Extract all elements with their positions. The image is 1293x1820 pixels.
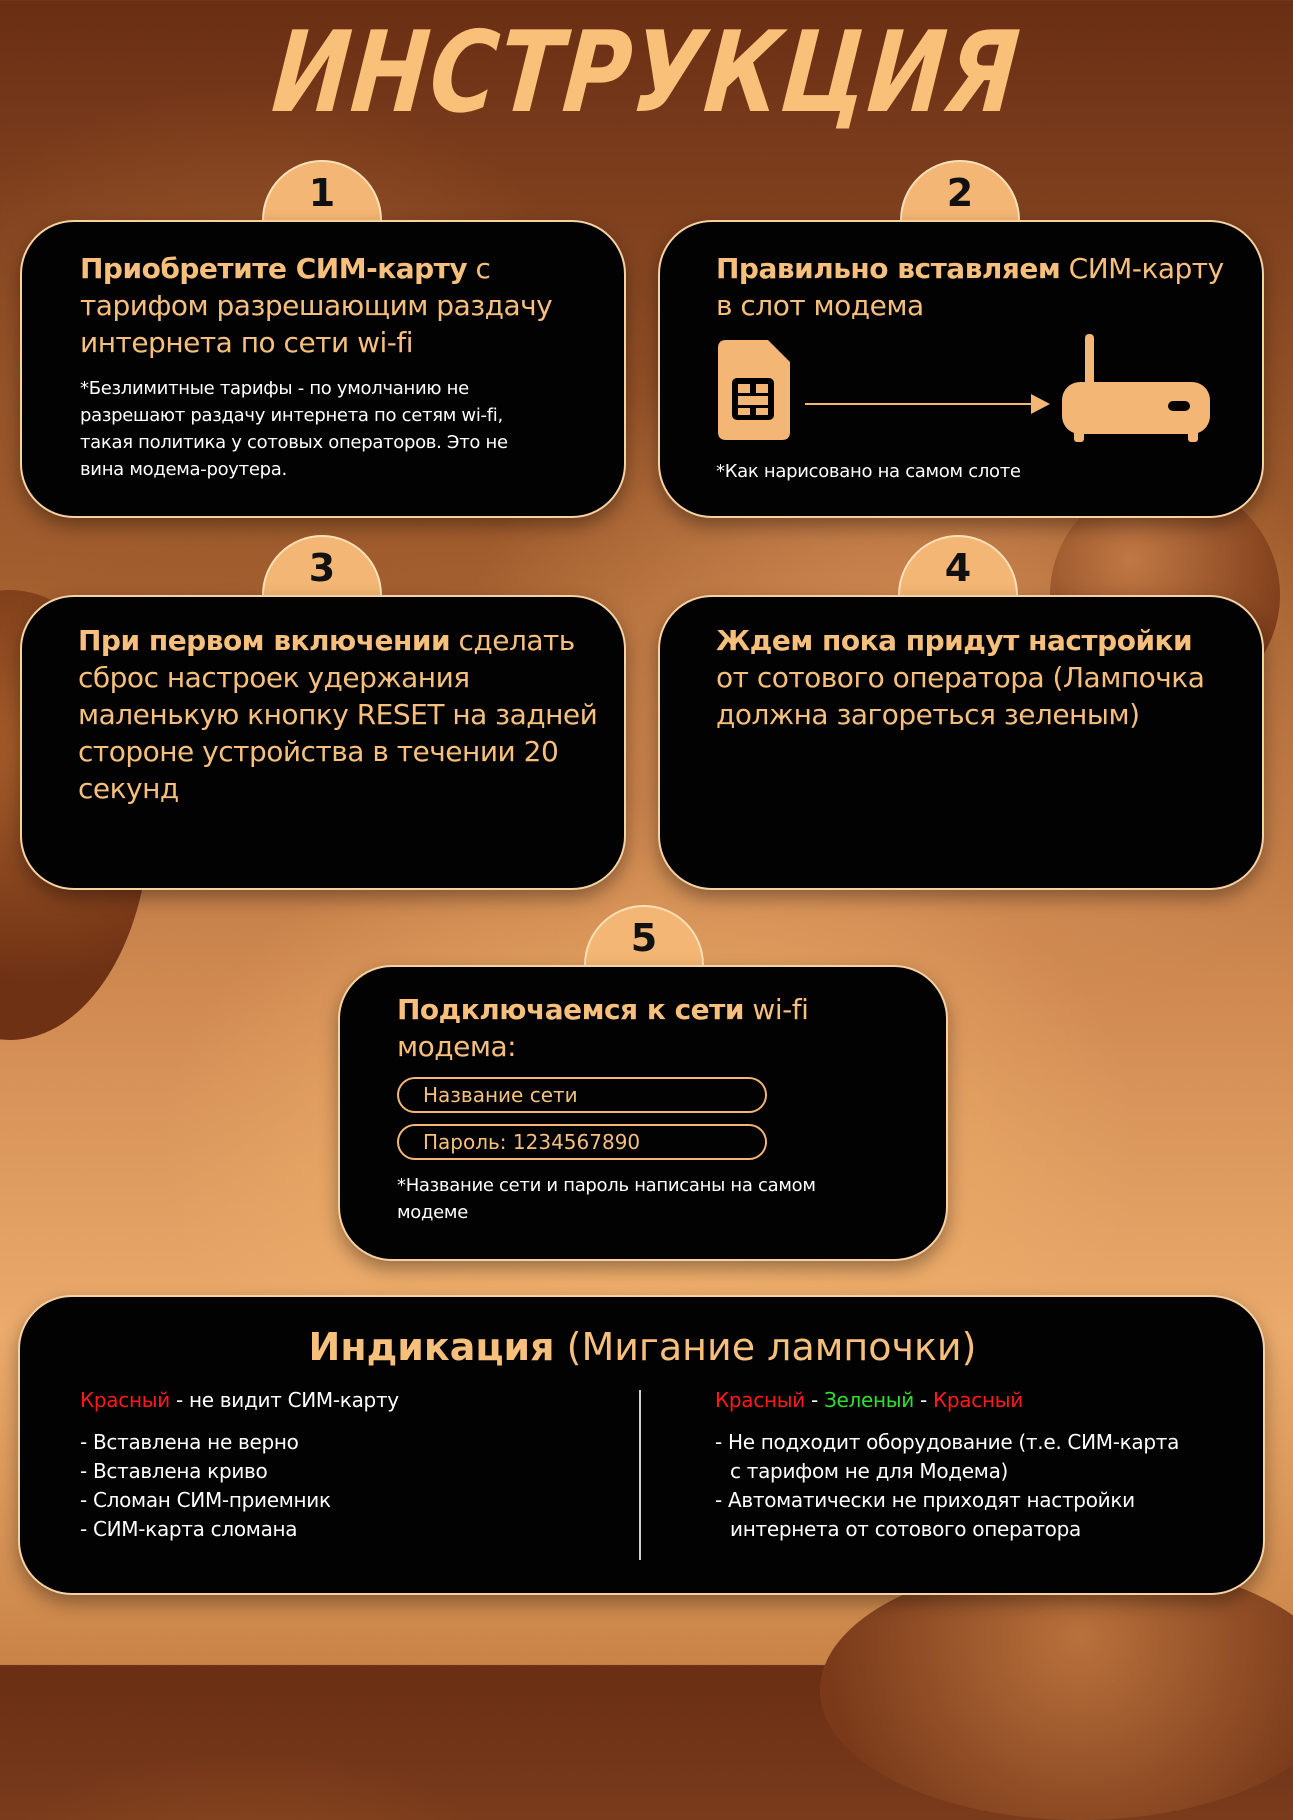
step-4-heading-rest: от сотового оператора (Лампочка должна загореться зеленым) bbox=[716, 661, 1205, 731]
list-item: интернета от сотового оператора bbox=[730, 1517, 1081, 1541]
step-number-badge: 4 bbox=[898, 535, 1018, 605]
arrow-right-icon bbox=[805, 392, 1050, 416]
step-number-badge: 2 bbox=[900, 160, 1020, 230]
step-5-heading-bold: Подключаемся к сети bbox=[397, 993, 745, 1026]
step-2-note: *Как нарисовано на самом слоте bbox=[716, 461, 1021, 482]
page-title: ИНСТРУКЦИЯ bbox=[267, 8, 1026, 138]
indication-title-rest: (Мигание лампочки) bbox=[554, 1325, 977, 1369]
list-item: - СИМ-карта сломана bbox=[80, 1517, 298, 1541]
indication-title-bold: Индикация bbox=[308, 1325, 555, 1369]
step-2-heading-rest: СИМ-карту в слот модема bbox=[716, 252, 1224, 322]
step-number-badge: 1 bbox=[262, 160, 382, 230]
decor-orb bbox=[820, 1560, 1293, 1820]
red-label: Красный bbox=[80, 1388, 170, 1412]
step-1-heading-bold: Приобретите СИМ-карту bbox=[80, 252, 468, 285]
step-5-heading-rest: wi-fi модема: bbox=[397, 993, 809, 1063]
step-1-note: *Безлимитные тарифы - по умолчанию не разрешают раздачу интернета по сетям wi-fi, такая политика у сотовых операторов. Это не вина модема-роутера. bbox=[80, 378, 508, 480]
list-item: - Вставлена не верно bbox=[80, 1430, 299, 1454]
column-divider bbox=[639, 1390, 641, 1560]
step-4-heading-bold: Ждем пока придут настройки bbox=[716, 624, 1193, 657]
green-label: Зеленый bbox=[823, 1388, 914, 1412]
step-2-heading-bold: Правильно вставляем bbox=[716, 252, 1061, 285]
indication-left-header bbox=[80, 1386, 399, 1414]
step-3-heading-rest: сделать сброс настроек удержания маленькую кнопку RESET на задней стороне устройства в течении 20 секунд bbox=[78, 624, 598, 805]
step-1-heading-rest: с тарифом разрешающим раздачу интернета по сети wi-fi bbox=[80, 252, 553, 359]
indication-right-header bbox=[715, 1386, 1023, 1414]
indication-title bbox=[20, 1325, 1265, 1369]
step-number-badge: 5 bbox=[584, 905, 704, 975]
red-label: Красный bbox=[715, 1388, 805, 1412]
step-2-heading bbox=[716, 250, 1236, 324]
list-item: - Сломан СИМ-приемник bbox=[80, 1488, 331, 1512]
step-3-heading-bold: При первом включении bbox=[78, 624, 451, 657]
red-label: Красный bbox=[933, 1388, 1023, 1412]
list-item: с тарифом не для Модема) bbox=[730, 1459, 1009, 1483]
step-number-badge: 3 bbox=[262, 535, 382, 605]
list-item: - Вставлена криво bbox=[80, 1459, 268, 1483]
sim-card-icon bbox=[718, 340, 790, 440]
router-icon bbox=[1062, 334, 1212, 444]
indication-left-header-rest: - не видит СИМ-карту bbox=[169, 1388, 399, 1412]
step-4-heading bbox=[716, 622, 1216, 733]
list-item: - Автоматически не приходят настройки bbox=[715, 1488, 1135, 1512]
step-1-heading bbox=[80, 250, 600, 361]
step-5-note: *Название сети и пароль написаны на самом модеме bbox=[397, 1175, 816, 1223]
separator: - bbox=[913, 1388, 933, 1412]
password-field: Пароль: 1234567890 bbox=[397, 1124, 767, 1160]
network-name-field: Название сети bbox=[397, 1077, 767, 1113]
separator: - bbox=[804, 1388, 824, 1412]
list-item: - Не подходит оборудование (т.е. СИМ-карта bbox=[715, 1430, 1180, 1454]
step-5-heading bbox=[397, 991, 857, 1065]
step-3-heading bbox=[78, 622, 608, 807]
